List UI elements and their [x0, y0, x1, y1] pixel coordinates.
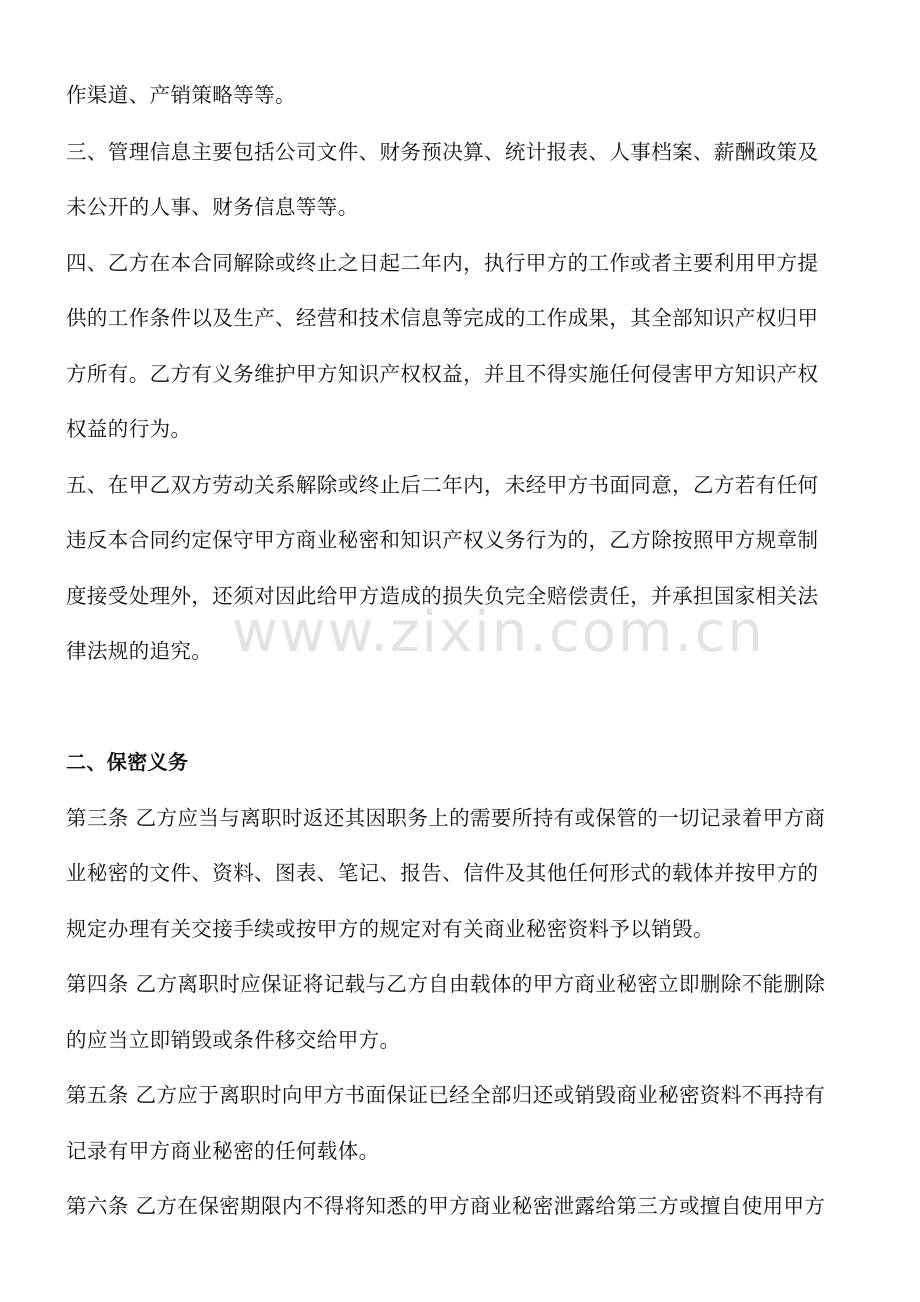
- watermark: www.zixin.com.cn: [232, 600, 765, 665]
- text-line: 五、在甲乙双方劳动关系解除或终止后二年内，未经甲方书面同意，乙方若有任何: [66, 473, 819, 497]
- text-line: 业秘密的文件、资料、图表、笔记、报告、信件及其他任何形式的载体并按甲方的: [66, 861, 819, 885]
- section-heading: 二、保密义务: [66, 750, 189, 774]
- text-line: 第六条 乙方在保密期限内不得将知悉的甲方商业秘密泄露给第三方或擅自使用甲方: [66, 1194, 826, 1218]
- text-line: 第四条 乙方离职时应保证将记载与乙方自由载体的甲方商业秘密立即删除不能删除: [66, 972, 826, 996]
- text-line: 作渠道、产销策略等等。: [66, 83, 296, 107]
- text-line: 第三条 乙方应当与离职时返还其因职务上的需要所持有或保管的一切记录着甲方商: [66, 806, 826, 830]
- text-line: 四、乙方在本合同解除或终止之日起二年内，执行甲方的工作或者主要利用甲方提: [66, 251, 819, 275]
- text-line: 供的工作条件以及生产、经营和技术信息等完成的工作成果，其全部知识产权归甲: [66, 306, 819, 330]
- text-line: 三、管理信息主要包括公司文件、财务预决算、统计报表、人事档案、薪酬政策及: [66, 140, 819, 164]
- text-line: 未公开的人事、财务信息等等。: [66, 195, 359, 219]
- text-line: 规定办理有关交接手续或按甲方的规定对有关商业秘密资料予以销毁。: [66, 917, 714, 941]
- text-line: 权益的行为。: [66, 417, 192, 441]
- text-line: 方所有。乙方有义务维护甲方知识产权权益，并且不得实施任何侵害甲方知识产权: [66, 362, 819, 386]
- text-line: 律法规的追究。: [66, 639, 213, 663]
- text-line: 违反本合同约定保守甲方商业秘密和知识产权义务行为的，乙方除按照甲方规章制: [66, 528, 819, 552]
- text-line: 的应当立即销毁或条件移交给甲方。: [66, 1028, 401, 1052]
- text-line: 度接受处理外，还须对因此给甲方造成的损失负完全赔偿责任，并承担国家相关法: [66, 584, 819, 608]
- text-line: 记录有甲方商业秘密的任何载体。: [66, 1139, 380, 1163]
- text-line: 第五条 乙方应于离职时向甲方书面保证已经全部归还或销毁商业秘密资料不再持有: [66, 1083, 826, 1107]
